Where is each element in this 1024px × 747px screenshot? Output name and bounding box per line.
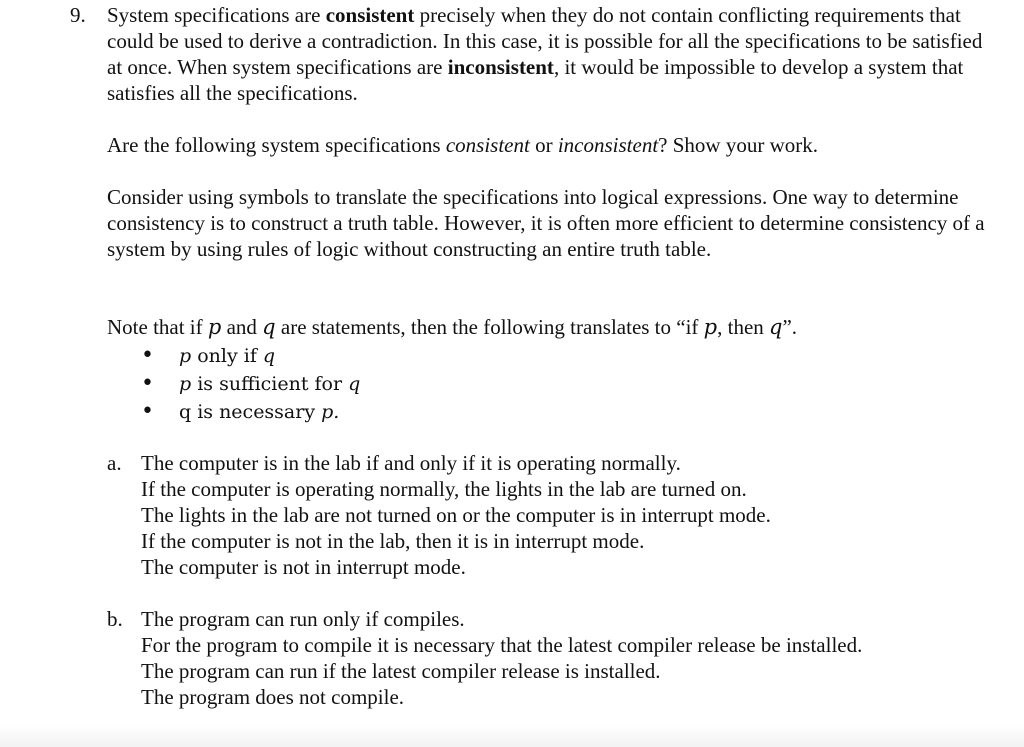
bullet-var-a: p (179, 373, 192, 395)
prompt-text-2: or (529, 133, 558, 157)
note-text-2: and (221, 315, 263, 339)
list-item (141, 370, 360, 398)
conditional-forms-list (141, 342, 360, 426)
list-item (141, 398, 360, 426)
prompt-inconsistent: inconsistent (557, 133, 659, 157)
bullet-var-b: q (348, 373, 361, 395)
specification-line: The computer is not in interrupt mode. (141, 555, 466, 579)
note-text-3: are statements, then the following translates to “if (275, 315, 704, 339)
page-bottom-shade (0, 725, 1024, 747)
specification-line: The computer is in the lab if and only if it is operating normally. (141, 451, 681, 475)
specification-line: The program does not compile. (141, 685, 405, 709)
list-item (141, 342, 360, 370)
bullet-icon: • (141, 371, 154, 396)
note-var-p: p (207, 315, 222, 339)
term-inconsistent: inconsistent (447, 55, 554, 79)
bullet-text: q is necessary (179, 401, 322, 423)
intro-text-1: System specifications are (107, 3, 326, 27)
note-var-q: q (262, 315, 276, 339)
prompt-consistent: consistent (445, 133, 530, 157)
specification-line: If the computer is not in the lab, then it is in interrupt mode. (141, 529, 645, 553)
part-a-label: a. (107, 451, 122, 475)
bullet-icon: • (141, 343, 154, 368)
intro-text-3: , it would be impossible to develop a system that satisfies all the specifications. (107, 55, 964, 105)
specification-line: If the computer is operating normally, the lights in the lab are turned on. (141, 477, 747, 501)
part-b-specifications (141, 606, 991, 710)
note-var-q-2: q (769, 315, 783, 339)
part-b-label: b. (107, 607, 123, 631)
part-a-specifications (141, 450, 991, 580)
specification-line: The lights in the lab are not turned on or the computer is in interrupt mode. (141, 503, 771, 527)
note-var-p-2: p (703, 315, 718, 339)
bullet-text: is sufficient for (191, 373, 349, 395)
bullet-icon: • (141, 399, 154, 424)
bullet-var-a: p (179, 345, 192, 367)
specification-line: For the program to compile it is necessary that the latest compiler release be installed. (141, 633, 863, 657)
bullet-var-b: p. (321, 401, 340, 423)
term-consistent: consistent (325, 3, 415, 27)
hint-paragraph: Consider using symbols to translate the specifications into logical expressions. One way to determine consistency is to construct a truth table. However, it is often more efficient to determine consistency of a system by using rules of logic without constructing an entire truth table. (107, 185, 985, 261)
prompt-text-3: ? Show your work. (658, 133, 818, 157)
note-text-4: , then (717, 315, 770, 339)
intro-text-2: precisely when they do not contain conflicting requirements that could be used to derive a contradiction. In this case, it is possible for all the specifications to be satisfied at once. When system specifications are (107, 3, 983, 79)
note-text-1: Note that if (107, 315, 208, 339)
note-paragraph (107, 314, 987, 340)
specification-line: The program can run only if compiles. (141, 607, 465, 631)
bullet-text: only if (191, 345, 263, 367)
question-number: 9. (70, 3, 86, 27)
note-text-5: ”. (782, 315, 798, 339)
bullet-var-b: q (262, 345, 276, 367)
prompt-text-1: Are the following system specifications (107, 133, 446, 157)
question-prompt (107, 132, 987, 158)
intro-paragraph (107, 2, 987, 106)
specification-line: The program can run if the latest compiler release is installed. (141, 659, 661, 683)
